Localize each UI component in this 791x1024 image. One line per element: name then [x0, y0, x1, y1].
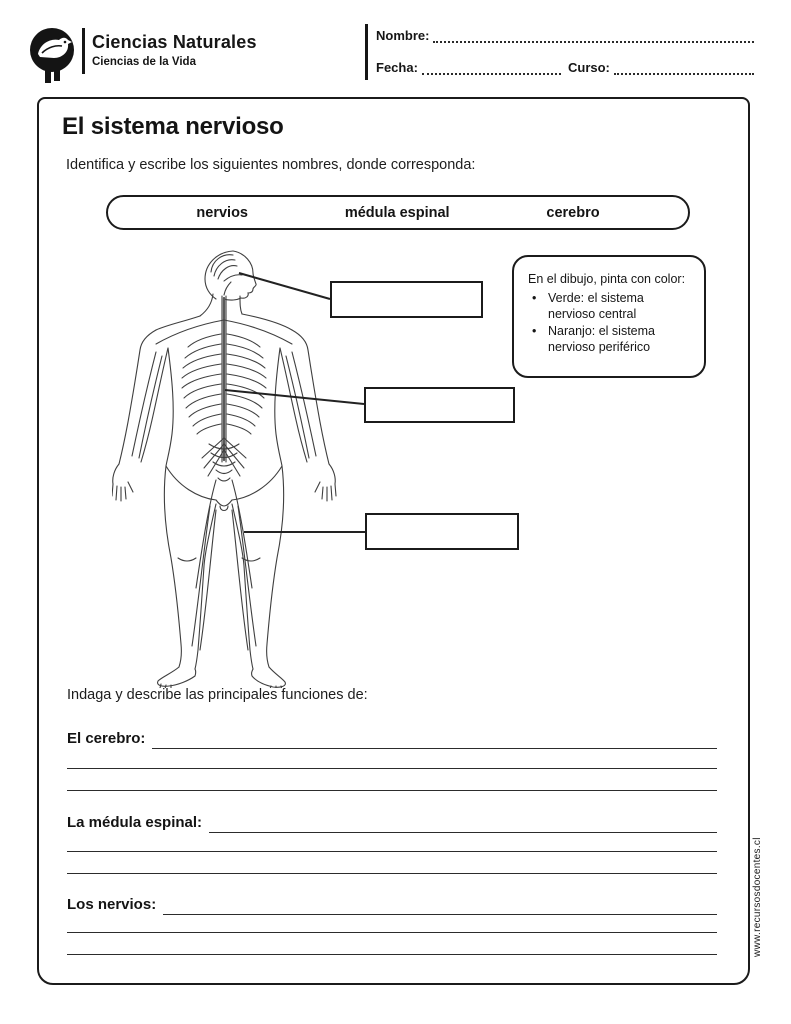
- prompt-cerebro: [67, 729, 717, 749]
- writing-line[interactable]: [67, 932, 717, 933]
- color-instructions-box: [512, 255, 706, 378]
- prompt-medula-label: La médula espinal:: [67, 814, 203, 831]
- word-bank-item-medula: médula espinal: [344, 204, 450, 221]
- brand-divider: [82, 28, 85, 74]
- writing-line[interactable]: [67, 790, 717, 791]
- color-bullet-orange: • Naranjo: el sistema nervioso periférico: [528, 323, 692, 356]
- writing-line[interactable]: [209, 816, 717, 833]
- date-label: Fecha:: [376, 60, 418, 75]
- date-field-row: [376, 60, 561, 75]
- brand-subtitle: Ciencias de la Vida: [92, 56, 196, 68]
- date-field-line[interactable]: [422, 61, 561, 75]
- writing-line[interactable]: [152, 732, 717, 749]
- name-field-line[interactable]: [433, 29, 754, 43]
- course-field-line[interactable]: [614, 61, 754, 75]
- instruction-identify: Identifica y escribe los siguientes nombres, donde corresponda:: [66, 157, 476, 173]
- prompt-nervios-label: Los nervios:: [67, 896, 157, 913]
- writing-line[interactable]: [163, 898, 717, 915]
- name-label: Nombre:: [376, 28, 430, 43]
- bullet-icon: •: [532, 290, 537, 305]
- prompt-cerebro-label: El cerebro:: [67, 730, 146, 747]
- course-field-row: [568, 60, 754, 75]
- prompt-nervios: [67, 895, 717, 915]
- instruction-describe: Indaga y describe las principales funciones de:: [67, 687, 368, 703]
- publisher-bird-logo: [28, 26, 82, 84]
- answer-box-spinal-cord[interactable]: [364, 387, 515, 423]
- word-bank-item-nervios: nervios: [196, 204, 248, 221]
- writing-line[interactable]: [67, 954, 717, 955]
- prompt-medula: [67, 813, 717, 833]
- name-field-row: [376, 28, 754, 43]
- color-bullet-green: • Verde: el sistema nervioso central: [528, 290, 692, 323]
- brand-title: Ciencias Naturales: [92, 32, 257, 52]
- answer-box-brain[interactable]: [330, 281, 483, 318]
- page-title: El sistema nervioso: [62, 113, 284, 140]
- watermark-url: www.recursosdocentes.cl: [752, 837, 763, 958]
- color-instructions-heading: En el dibujo, pinta con color:: [528, 272, 686, 286]
- worksheet-frame: [37, 97, 750, 985]
- writing-line[interactable]: [67, 768, 717, 769]
- student-fields-divider: [365, 24, 368, 80]
- word-bank-item-cerebro: cerebro: [546, 204, 600, 221]
- writing-line[interactable]: [67, 851, 717, 852]
- answer-box-nerves[interactable]: [365, 513, 519, 550]
- word-bank: [106, 195, 690, 230]
- course-label: Curso:: [568, 60, 610, 75]
- writing-line[interactable]: [67, 873, 717, 874]
- bullet-icon: •: [532, 323, 537, 338]
